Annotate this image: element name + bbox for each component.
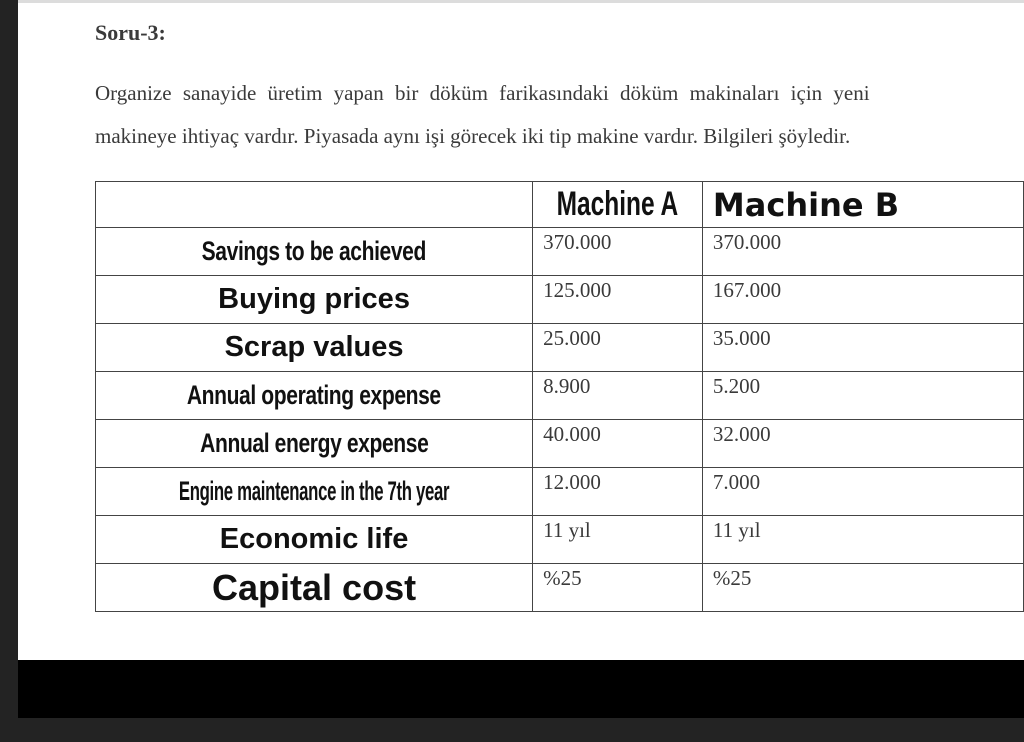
machine-a-value: 8.900	[533, 372, 703, 420]
table-row	[96, 372, 1024, 420]
row-label: Economic life	[219, 523, 409, 555]
machine-a-value: 12.000	[533, 468, 703, 516]
table-row	[96, 228, 1024, 276]
row-label-cell	[96, 420, 533, 468]
question-text-line-2: makineye ihtiyaç vardır. Piyasada aynı işi görecek iki tip makine vardır. Bilgileri şöyledir.	[95, 124, 851, 148]
machine-a-value: 370.000	[533, 228, 703, 276]
machine-b-value: 7.000	[702, 468, 1023, 516]
machine-a-value: 11 yıl	[533, 516, 703, 564]
table-row	[96, 564, 1024, 612]
table-row	[96, 516, 1024, 564]
machine-b-value: 32.000	[702, 420, 1023, 468]
top-divider	[18, 0, 1024, 3]
row-label-cell	[96, 468, 533, 516]
row-label: Capital cost	[212, 566, 417, 608]
header-machine-a-label: Machine A	[556, 185, 679, 223]
machine-a-value: 125.000	[533, 276, 703, 324]
machine-a-value: 40.000	[533, 420, 703, 468]
row-label-cell	[96, 324, 533, 372]
document-page	[18, 0, 1024, 660]
row-label-cell	[96, 516, 533, 564]
row-label: Buying prices	[218, 283, 410, 315]
question-heading: Soru-3:	[95, 20, 166, 45]
table-header-row	[96, 182, 1024, 228]
row-label-cell	[96, 228, 533, 276]
machine-a-value: %25	[533, 564, 703, 612]
machine-a-value: 25.000	[533, 324, 703, 372]
table-row	[96, 468, 1024, 516]
row-label-cell	[96, 372, 533, 420]
row-label-cell	[96, 564, 533, 612]
machine-comparison-table	[95, 181, 1024, 612]
row-label: Savings to be achieved	[201, 236, 427, 266]
header-machine-b: Machine B	[702, 182, 1023, 228]
table-row	[96, 420, 1024, 468]
bottom-black-bar	[18, 660, 1024, 718]
table-row	[96, 276, 1024, 324]
header-empty-cell	[96, 182, 533, 228]
header-machine-a	[533, 182, 703, 228]
machine-b-value: 167.000	[702, 276, 1023, 324]
table-row	[96, 324, 1024, 372]
machine-b-value: 35.000	[702, 324, 1023, 372]
row-label: Annual operating expense	[187, 380, 442, 410]
machine-b-value: 11 yıl	[702, 516, 1023, 564]
row-label: Engine maintenance in the 7th year	[178, 476, 450, 506]
question-text-line-1: Organize sanayide üretim yapan bir döküm farikasındaki döküm makinaları için yeni	[95, 81, 870, 105]
row-label: Scrap values	[224, 331, 404, 363]
row-label-cell	[96, 276, 533, 324]
row-label: Annual energy expense	[199, 428, 429, 458]
machine-b-value: 370.000	[702, 228, 1023, 276]
machine-b-value: 5.200	[702, 372, 1023, 420]
machine-b-value: %25	[702, 564, 1023, 612]
